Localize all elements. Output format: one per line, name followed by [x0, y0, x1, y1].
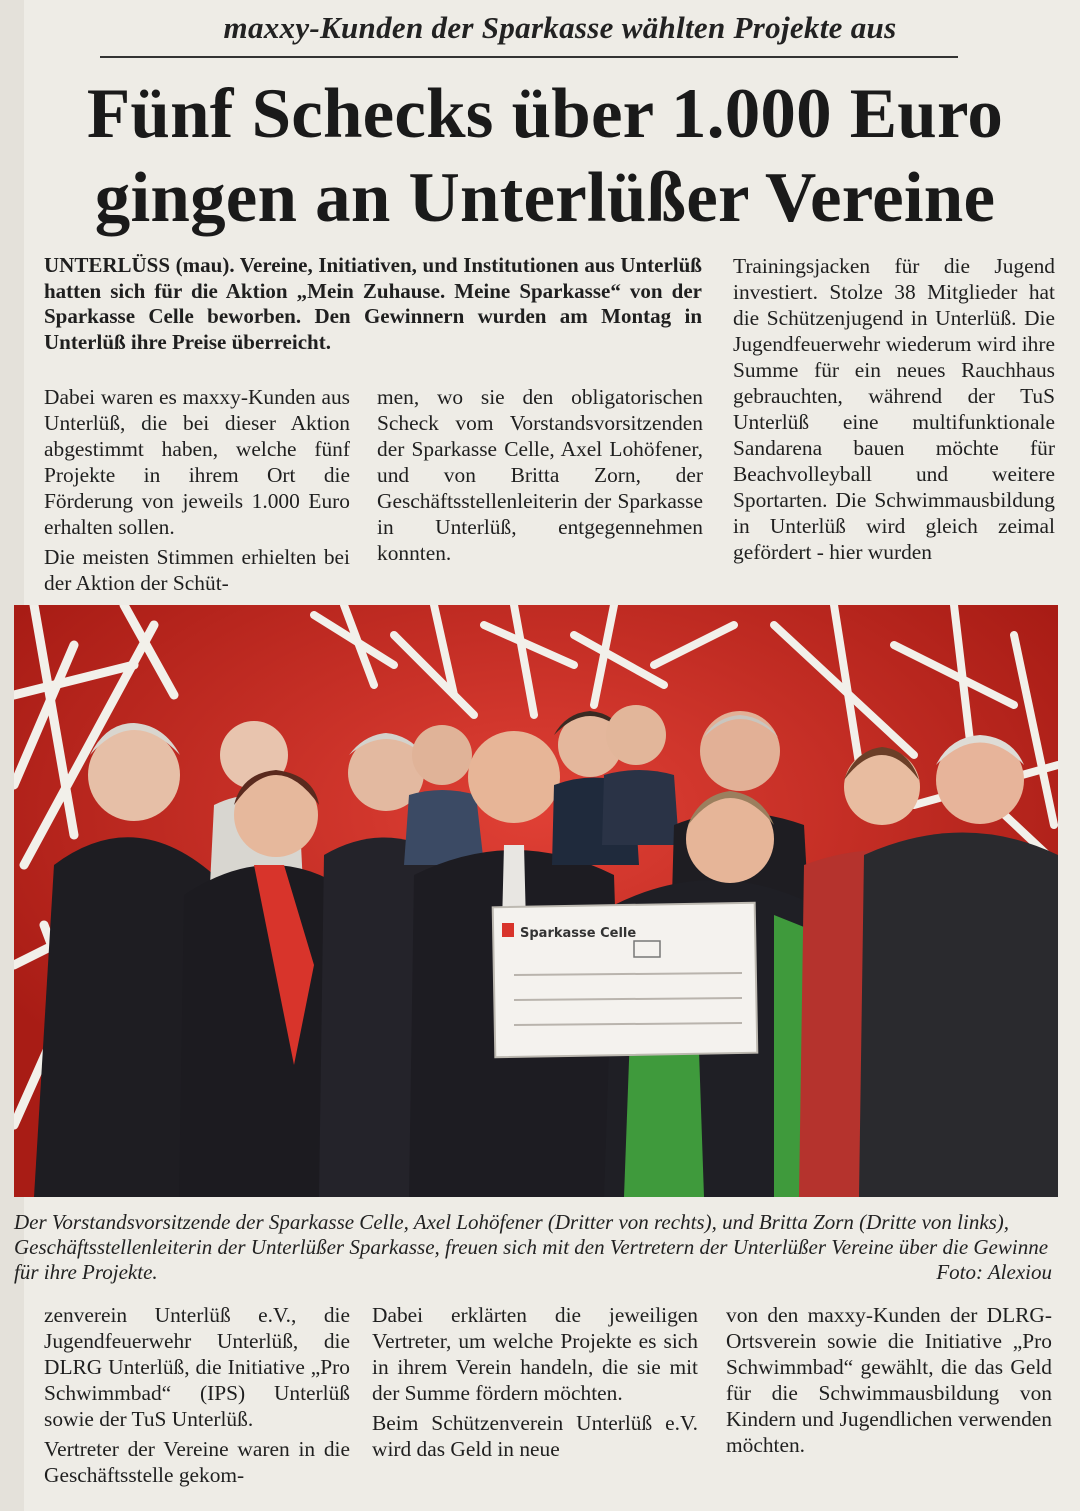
column-2-bottom	[372, 1302, 698, 1462]
headline-line-2: gingen an Unterlüßer Vereine	[94, 159, 996, 237]
paragraph: zenverein Unterlüß e.V., die Jugendfeuerwehr Unterlüß, die DLRG Unterlüß, die Initiative „Pro Schwimmbad“ (IPS) Unterlüß sowie der TuS Unterlüß.	[44, 1303, 350, 1431]
paragraph: von den maxxy-Kunden der DLRG-Ortsverein sowie die Initiative „Pro Schwimmbad“ gewählt, die das Geld für die Schwimmausbildung von Kindern und Jugendlichen verwenden möchten.	[726, 1303, 1052, 1457]
photo-illustration	[14, 605, 1058, 1197]
photo-credit: Foto: Alexiou	[936, 1260, 1052, 1284]
column-1-top	[44, 384, 350, 596]
article-photo	[14, 605, 1058, 1197]
paragraph: Trainingsjacken für die Jugend investiert. Stolze 38 Mitglieder hat die Schützenjugend in Unterlüß. Die Jugendfeuerwehr wiederum wird ihre Summe für ein neues Rauchhaus gebrauchten, während der TuS Unterlüß eine multifunktionale Sandarena bauen möchte für Beachvolleyball und weitere Sportarten. Die Schwimmausbildung in Unterlüß wird gleich zeimal gefördert - hier wurden	[733, 254, 1055, 564]
headline-line-1: Fünf Schecks über 1.000 Euro	[86, 75, 1004, 153]
paragraph: Dabei erklärten die jeweiligen Vertreter, um welche Projekte es sich in ihrem Verein handeln, die sie mit der Summe fördern möchten.	[372, 1303, 698, 1405]
column-3-top	[733, 253, 1055, 565]
article-kicker: maxxy-Kunden der Sparkasse wählten Projekte aus	[223, 10, 897, 45]
check-label: Sparkasse Celle	[520, 926, 637, 941]
paragraph: Die meisten Stimmen erhielten bei der Aktion der Schüt-	[44, 545, 350, 595]
article-headline	[30, 72, 1060, 240]
photo-caption: Der Vorstandsvorsitzende der Sparkasse Celle, Axel Lohöfener (Dritter von rechts), und Britta Zorn (Dritte von links), Geschäftsstellenleiterin der Unterlüßer Sparkasse, freuen sich mit den Vertretern der Unterlüßer Vereine über die Gewinne für ihre Projekte.	[14, 1210, 1049, 1284]
paragraph: Dabei waren es maxxy-Kunden aus Unterlüß, die bei dieser Aktion abgestimmt haben, welche fünf Projekte in ihrem Ort die Förderung von jeweils 1.000 Euro erhalten sollen.	[44, 385, 350, 539]
paragraph: Beim Schützenverein Unterlüß e.V. wird das Geld in neue	[372, 1411, 698, 1461]
column-3-bottom	[726, 1302, 1052, 1458]
column-2-top	[377, 384, 703, 566]
paragraph: men, wo sie den obligatorischen Scheck vom Vorstandsvorsitzenden der Sparkasse Celle, Axel Lohöfener, und von Britta Zorn, der Geschäftsstellenleiterin der Sparkasse in Unterlüß, entgegennehmen konnten.	[377, 385, 703, 565]
article-lead: UNTERLÜSS (mau). Vereine, Initiativen, und Institutionen aus Unterlüß hatten sich für die Aktion „Mein Zuhause. Meine Sparkasse“ von der Sparkasse Celle beworben. Den Gewinnern wurden am Montag in Unterlüß ihre Preise überreicht.	[44, 253, 702, 354]
column-1-bottom	[44, 1302, 350, 1488]
oversized-check	[493, 903, 758, 1058]
paragraph: Vertreter der Vereine waren in die Geschäftsstelle gekom-	[44, 1437, 350, 1487]
kicker-rule	[100, 56, 958, 58]
